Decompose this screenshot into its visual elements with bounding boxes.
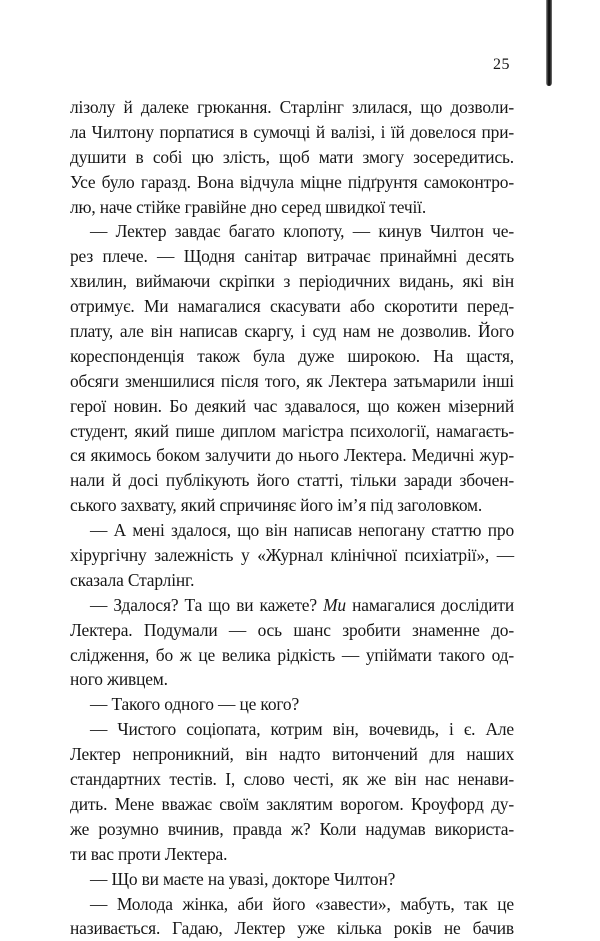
text-line: лю, наче стійке гравійне дно серед швидкої течії. <box>70 196 427 217</box>
text-line: слідження, бо ж це велика рідкість — упіймати такого од- <box>70 644 514 665</box>
text-line: ського захвату, який спричиняє його ім’я під заголовком. <box>70 495 483 516</box>
page-edge-shadow <box>546 0 552 86</box>
text-line: ти вас проти Лектера. <box>70 843 228 864</box>
text-line: — Молода жінка, аби його «завести», мабуть, так це <box>90 893 514 914</box>
text-line: — Чистого соціопата, котрим він, вочевидь, і є. Але <box>90 719 514 740</box>
text-line: лізолу й далеке грюкання. Старлінг злилася, що дозволи- <box>70 97 514 117</box>
page-number: 25 <box>493 56 510 73</box>
text-line: стандартних тестів. І, слово честі, як же він нас ненави- <box>70 769 514 790</box>
text-line: ся якимось боком залучити до нього Лектера. Медичні жур- <box>70 445 514 466</box>
text-line: ла Чилтону порпатися в сумочці й валізі, і їй довелося при- <box>70 121 514 142</box>
text-line: — Що ви маєте на увазі, докторе Чилтон? <box>90 868 396 889</box>
emphasis: Ми <box>323 594 346 615</box>
text-line: називається. Гадаю, Лектер уже кілька років не бачив <box>70 918 514 939</box>
text-line: дить. Мене вважає своїм заклятим ворогом. Кроуфорд ду- <box>70 793 514 814</box>
text-line: хвилин, виймаючи скріпки з періодичних видань, які він <box>70 271 514 292</box>
text-line: обсяги зменшилися після того, як Лектера затьмарили інші <box>70 370 514 391</box>
text-line: Лектер непроникний, він надто витончений для наших <box>70 744 514 765</box>
text-line: студент, який пише диплом магістра психології, намагаєть- <box>70 420 514 441</box>
text-line: душити в собі цю злість, щоб мати змогу зосередитись. <box>70 146 514 167</box>
text-line: рез плече. — Щодня санітар витрачає принаймні десять <box>70 246 514 267</box>
text-line: — А мені здалося, що він написав непогану статтю про <box>90 520 514 541</box>
text-line: сказала Старлінг. <box>70 569 195 590</box>
text-line: отримує. Ми намагалися скасувати або скоротити перед- <box>70 296 514 317</box>
text-line: герої новин. Бо деякий час здавалося, що кожен мізерний <box>70 395 514 416</box>
text-line: Усе було гаразд. Вона відчула міцне підґрунтя самоконтро- <box>70 171 514 192</box>
text-line: — Такого одного — це кого? <box>90 694 300 715</box>
text-line: же розумно вчинив, правда ж? Коли надумав використа- <box>70 818 514 839</box>
text-line: хірургічну залежність у «Журнал клінічної психіатрії», — <box>70 545 514 566</box>
text-line: Лектера. Подумали — ось шанс зробити знаменне до- <box>70 619 514 640</box>
text-line: плату, але він написав скаргу, і суд нам не дозволив. Його <box>70 321 514 342</box>
text-line: кореспонденція також була дуже широкою. На щастя, <box>70 345 514 366</box>
body-text <box>70 95 514 941</box>
text-line: нали й досі публікують його статті, тільки заради збочен- <box>70 470 514 491</box>
text-line: — Здалося? Та що ви кажете? Ми намагалися дослідити <box>90 594 515 615</box>
text-line: — Лектер завдає багато клопоту, — кинув Чилтон че- <box>90 221 514 242</box>
text-line: ного живцем. <box>70 669 168 690</box>
